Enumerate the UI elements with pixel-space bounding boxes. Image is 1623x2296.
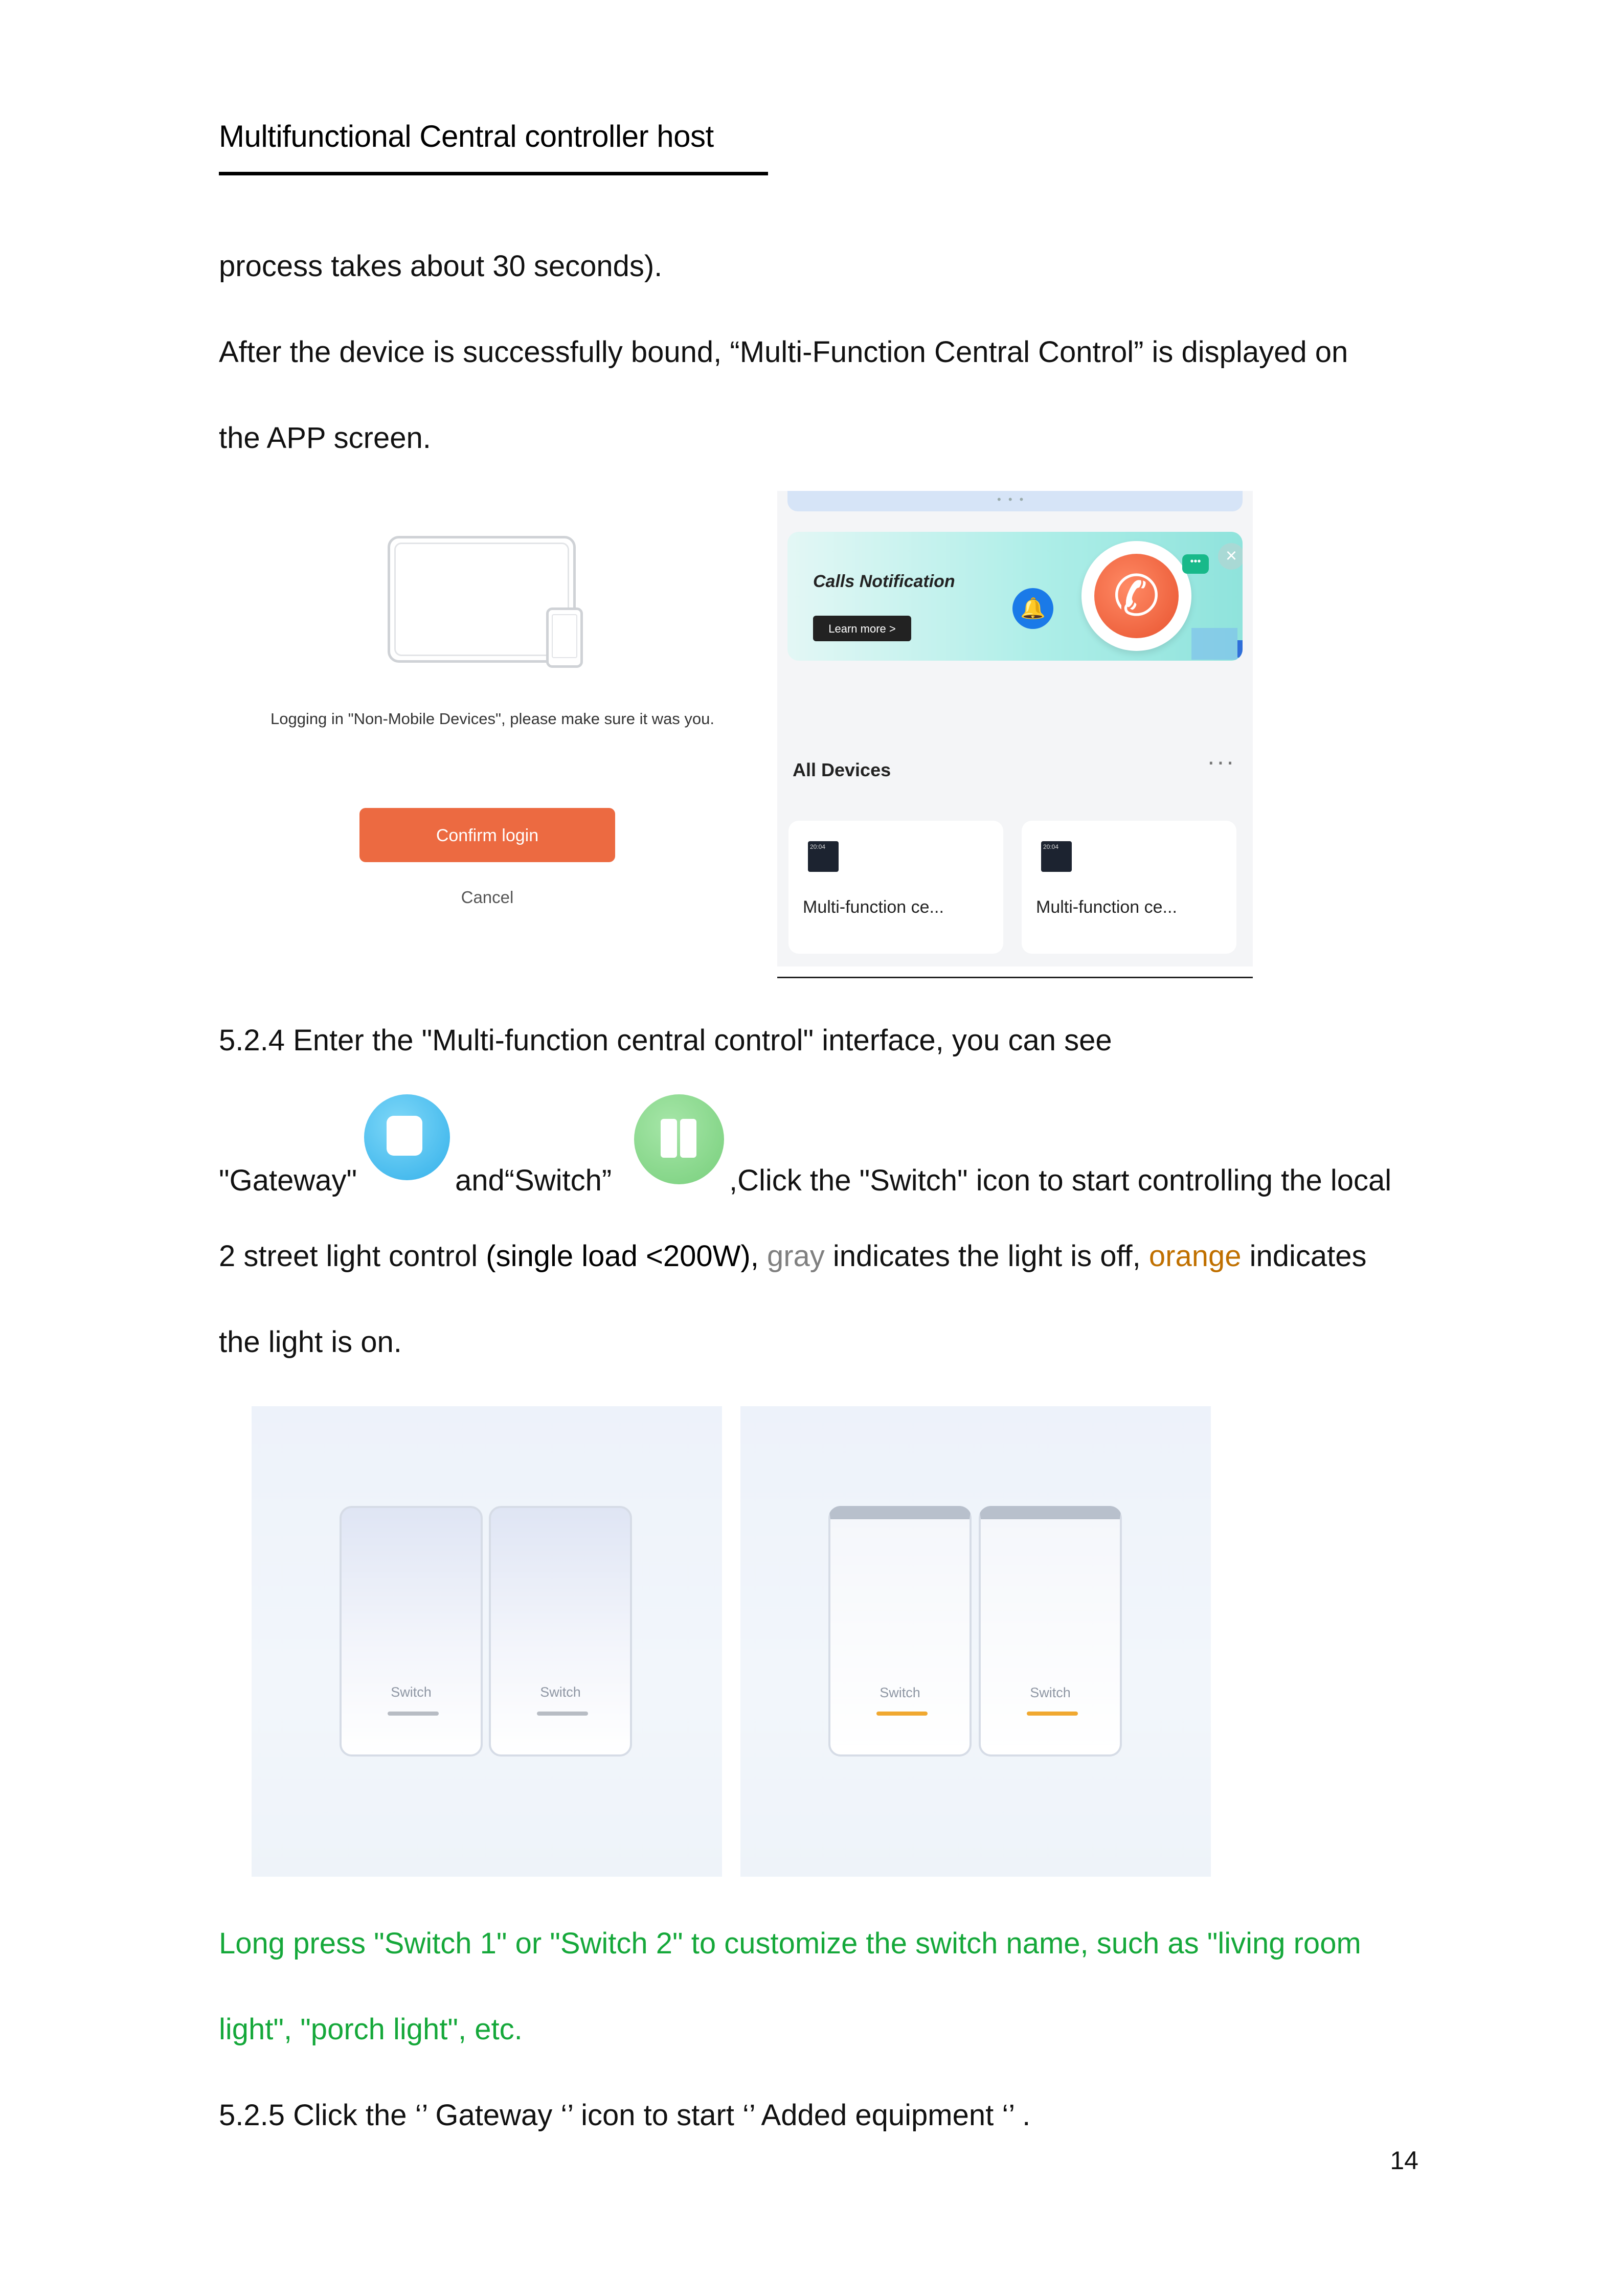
calls-notification-card[interactable] [787, 532, 1243, 661]
learn-more-button[interactable]: Learn more > [813, 616, 911, 641]
switch-on-screenshot [740, 1406, 1211, 1877]
phone-call-icon: ✆ [1081, 541, 1191, 651]
note-line: light", "porch light", etc. [219, 2013, 523, 2046]
click-switch-text: ,Click the "Switch" icon to start controlling the local [729, 1164, 1392, 1197]
login-screenshot [219, 491, 766, 951]
screenshot-divider [777, 977, 1253, 978]
device-thumbnail-icon: 20:04 [808, 841, 839, 872]
light-control-line: 2 street light control (single load <200W), gray indicates the light is off, orange indicates [219, 1240, 1367, 1273]
gray-word: gray [767, 1240, 825, 1273]
switch-2-key[interactable] [489, 1506, 632, 1757]
all-devices-heading: All Devices [793, 759, 891, 780]
gateway-icon[interactable] [364, 1094, 450, 1180]
app-screenshot [777, 491, 1253, 966]
switch-icon[interactable] [634, 1094, 724, 1184]
off-indicator [388, 1712, 439, 1716]
switch-label: Switch [540, 1684, 581, 1700]
off-indicator [537, 1712, 588, 1716]
device-name: Multi-function ce... [1036, 897, 1177, 917]
section-5-2-5-text: 5.2.5 Click the ‘’ Gateway ‘’ icon to start ‘’ Added equipment ‘’ . [219, 2099, 1031, 2132]
device-thumbnail-icon: 20:04 [1041, 841, 1072, 872]
carousel-dots: • • • [997, 493, 1026, 506]
gateway-label: "Gateway" [219, 1164, 357, 1197]
note-line: Long press "Switch 1" or "Switch 2" to customize the switch name, such as "living room [219, 1927, 1361, 1960]
bell-icon: 🔔 [1012, 588, 1053, 629]
more-icon[interactable]: ··· [1207, 747, 1235, 776]
switch-label: Switch [1030, 1685, 1071, 1700]
paragraph-line: process takes about 30 seconds). [219, 250, 663, 283]
switch-1-key[interactable] [340, 1506, 483, 1757]
calls-notification-title: Calls Notification [813, 572, 955, 591]
page-header-title: Multifunctional Central controller host [219, 119, 714, 153]
login-message: Logging in "Non-Mobile Devices", please make sure it was you. [270, 710, 715, 728]
switch-label: Switch [391, 1684, 432, 1700]
section-5-2-4-text: 5.2.4 Enter the "Multi-function central control" interface, you can see [219, 1024, 1112, 1057]
page-number: 14 [1390, 2146, 1418, 2175]
device-name: Multi-function ce... [803, 897, 944, 917]
paragraph-line: After the device is successfully bound, “Multi-Function Central Control” is displayed on [219, 335, 1348, 369]
cancel-link[interactable]: Cancel [461, 888, 514, 907]
switch-off-screenshot [252, 1406, 722, 1877]
paragraph-line: the APP screen. [219, 421, 431, 455]
switch-label: Switch [880, 1685, 920, 1700]
device-card[interactable] [788, 821, 1003, 954]
chat-bubble-icon: ••• [1182, 554, 1209, 574]
switch-1-key[interactable] [828, 1506, 972, 1757]
phone-icon [546, 607, 583, 668]
device-card[interactable] [1022, 821, 1236, 954]
paragraph-line: the light is on. [219, 1325, 402, 1359]
on-indicator [876, 1712, 928, 1716]
and-switch-label: and“Switch” [455, 1164, 612, 1197]
on-indicator [1027, 1712, 1078, 1716]
switch-2-key[interactable] [979, 1506, 1122, 1757]
close-icon[interactable]: × [1218, 543, 1243, 570]
confirm-login-button[interactable]: Confirm login [359, 808, 615, 862]
orange-word: orange [1148, 1240, 1242, 1273]
header-divider [219, 172, 768, 175]
